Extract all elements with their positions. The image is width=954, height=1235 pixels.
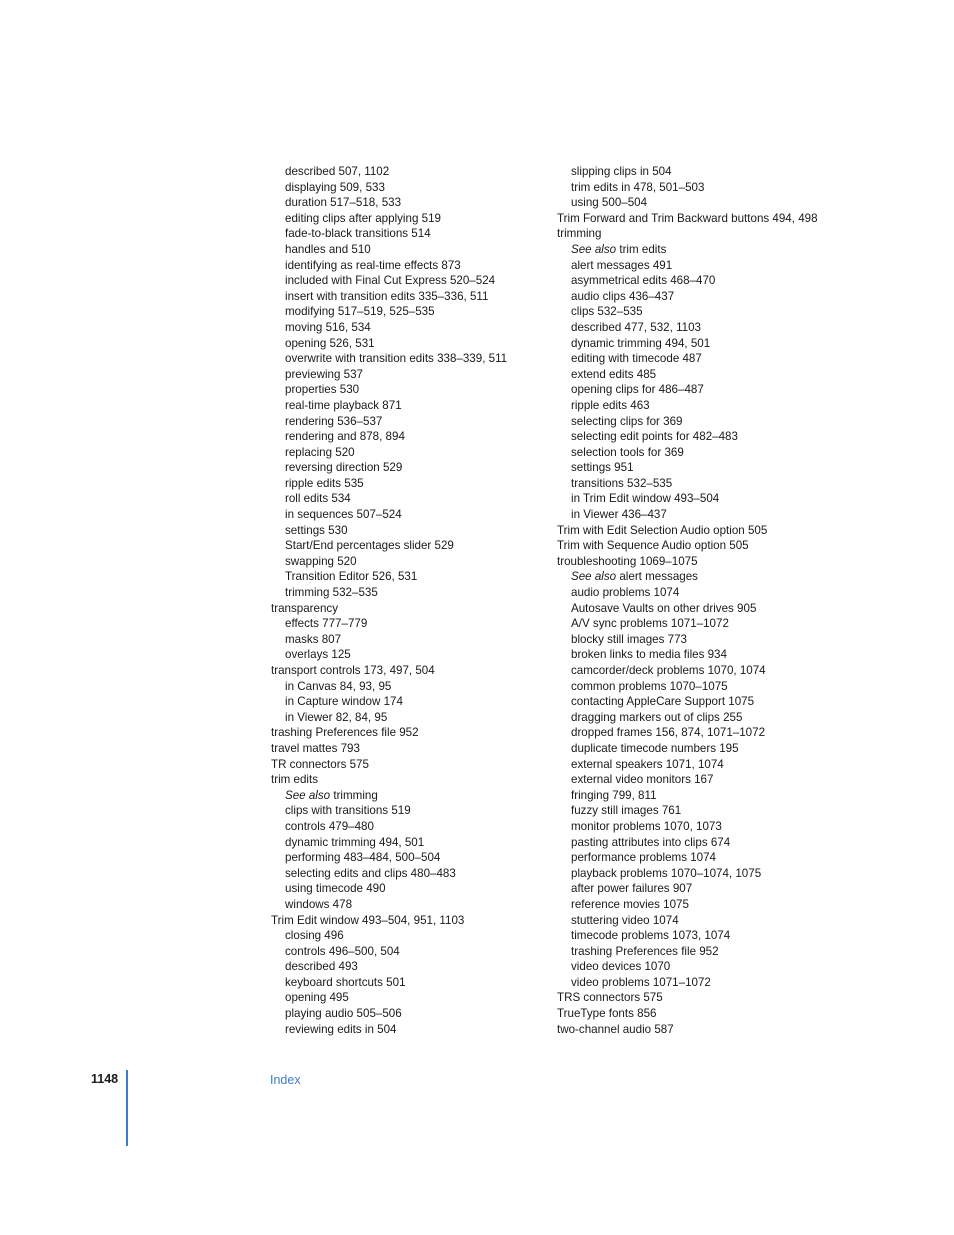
index-entry-text: dynamic trimming 494, 501 <box>571 336 711 350</box>
index-subentry <box>271 476 541 492</box>
index-subentry <box>271 881 541 897</box>
index-subentry <box>557 741 847 757</box>
index-entry-text: trashing Preferences file 952 <box>271 726 419 740</box>
index-entry <box>557 211 847 227</box>
index-subentry <box>271 928 541 944</box>
index-subentry <box>557 585 847 601</box>
index-entry-text: effects 777–779 <box>285 617 368 631</box>
index-entry-text: previewing 537 <box>285 367 363 381</box>
index-entry-text: fuzzy still images 761 <box>571 804 682 818</box>
index-subentry <box>557 601 847 617</box>
index-subentry <box>271 850 541 866</box>
index-entry-text: external video monitors 167 <box>571 773 714 787</box>
index-entry <box>557 523 847 539</box>
page-number: 1148 <box>91 1072 119 1086</box>
index-subentry <box>557 928 847 944</box>
index-subentry <box>271 258 541 274</box>
index-entry-text: rendering 536–537 <box>285 414 383 428</box>
index-entry-text: A/V sync problems 1071–1072 <box>571 617 729 631</box>
index-entry-text: overlays 125 <box>285 648 351 662</box>
index-subentry <box>557 429 847 445</box>
see-also-label: See also <box>571 570 617 584</box>
index-subentry <box>557 460 847 476</box>
index-subentry <box>271 491 541 507</box>
index-entry-text: reviewing edits in 504 <box>285 1022 397 1036</box>
index-subentry <box>557 647 847 663</box>
see-also-label: See also <box>571 242 617 256</box>
index-subentry <box>557 336 847 352</box>
index-entry <box>557 1006 847 1022</box>
index-subentry <box>271 975 541 991</box>
index-entry <box>557 1022 847 1038</box>
index-subentry <box>557 835 847 851</box>
index-subentry <box>557 414 847 430</box>
index-entry-text: described 507, 1102 <box>285 165 390 178</box>
index-subentry <box>271 211 541 227</box>
index-entry-text: trimming 532–535 <box>285 586 378 600</box>
index-subentry <box>271 1006 541 1022</box>
section-title-link[interactable]: Index <box>270 1073 301 1087</box>
index-subentry <box>557 258 847 274</box>
index-entry-text: swapping 520 <box>285 554 357 568</box>
index-entry-text: Trim Forward and Trim Backward buttons 494, 498 <box>557 211 818 225</box>
index-entry-text: editing clips after applying 519 <box>285 211 441 225</box>
index-entry-text: two-channel audio 587 <box>557 1022 674 1036</box>
index-entry-text: trashing Preferences file 952 <box>571 944 719 958</box>
index-entry-text: selection tools for 369 <box>571 445 684 459</box>
index-entry-text: Trim with Edit Selection Audio option 505 <box>557 523 768 537</box>
index-entry-text: moving 516, 534 <box>285 320 371 334</box>
index-entry-text: common problems 1070–1075 <box>571 679 728 693</box>
index-subentry <box>557 273 847 289</box>
index-subentry <box>271 226 541 242</box>
index-subentry <box>271 616 541 632</box>
index-entry-text: real-time playback 871 <box>285 398 402 412</box>
index-entry-text: Autosave Vaults on other drives 905 <box>571 601 757 615</box>
index-entry-text: alert messages 491 <box>571 258 673 272</box>
index-entry-text: in Trim Edit window 493–504 <box>571 492 720 506</box>
index-entry <box>557 538 847 554</box>
index-subentry <box>557 180 847 196</box>
index-entry-text: editing with timecode 487 <box>571 352 702 366</box>
index-subentry <box>557 507 847 523</box>
index-entry-text: opening clips for 486–487 <box>571 383 704 397</box>
index-entry-text: TRS connectors 575 <box>557 991 663 1005</box>
index-subentry <box>557 850 847 866</box>
index-entry-text: transitions 532–535 <box>571 476 673 490</box>
index-entry-text: trimming <box>330 788 378 802</box>
index-subentry <box>271 273 541 289</box>
index-subentry <box>557 788 847 804</box>
index-subentry <box>271 647 541 663</box>
index-subentry <box>271 367 541 383</box>
index-subentry <box>557 725 847 741</box>
index-subentry <box>557 569 847 585</box>
index-subentry <box>271 351 541 367</box>
index-subentry <box>271 195 541 211</box>
index-entry-text: controls 479–480 <box>285 819 374 833</box>
index-entry-text: closing 496 <box>285 929 344 943</box>
index-entry-text: dropped frames 156, 874, 1071–1072 <box>571 726 766 740</box>
index-column-left <box>271 164 541 1037</box>
index-entry-text: selecting edit points for 482–483 <box>571 430 738 444</box>
index-subentry <box>271 414 541 430</box>
index-entry-text: video problems 1071–1072 <box>571 975 711 989</box>
index-subentry <box>271 507 541 523</box>
index-entry-text: in sequences 507–524 <box>285 508 402 522</box>
index-entry-text: stuttering video 1074 <box>571 913 679 927</box>
index-entry-text: settings 951 <box>571 461 634 475</box>
index-subentry <box>557 289 847 305</box>
index-entry-text: Trim with Sequence Audio option 505 <box>557 539 749 553</box>
index-subentry <box>557 913 847 929</box>
see-also-label: See also <box>285 788 331 802</box>
index-entry-text: handles and 510 <box>285 242 371 256</box>
index-entry-text: troubleshooting 1069–1075 <box>557 554 698 568</box>
index-entry-text: performing 483–484, 500–504 <box>285 851 441 865</box>
index-subentry <box>557 772 847 788</box>
index-subentry <box>271 523 541 539</box>
index-subentry <box>557 694 847 710</box>
index-entry-text: transport controls 173, 497, 504 <box>271 664 435 677</box>
index-entry-text: selecting edits and clips 480–483 <box>285 866 456 880</box>
index-entry <box>271 913 541 929</box>
index-entry-text: asymmetrical edits 468–470 <box>571 274 716 288</box>
index-subentry <box>271 569 541 585</box>
index-entry-text: insert with transition edits 335–336, 511 <box>285 289 489 303</box>
index-entry-text: described 493 <box>285 960 358 974</box>
index-entry-text: keyboard shortcuts 501 <box>285 975 406 989</box>
index-entry-text: after power failures 907 <box>571 882 693 896</box>
index-entry-text: contacting AppleCare Support 1075 <box>571 695 755 709</box>
index-subentry <box>557 616 847 632</box>
index-subentry <box>271 445 541 461</box>
index-entry-text: opening 495 <box>285 991 349 1005</box>
index-entry-text: audio clips 436–437 <box>571 289 675 303</box>
index-entry-text: selecting clips for 369 <box>571 414 683 428</box>
index-entry-text: blocky still images 773 <box>571 632 687 646</box>
index-entry-text: TrueType fonts 856 <box>557 1007 657 1021</box>
index-subentry <box>557 803 847 819</box>
index-entry-text: trim edits in 478, 501–503 <box>571 180 705 194</box>
index-subentry <box>271 585 541 601</box>
index-subentry <box>557 320 847 336</box>
index-subentry <box>557 164 847 180</box>
index-entry-text: controls 496–500, 504 <box>285 944 400 958</box>
index-subentry <box>271 336 541 352</box>
index-entry-text: trimming <box>557 227 602 241</box>
index-entry-text: modifying 517–519, 525–535 <box>285 305 435 319</box>
index-subentry <box>557 959 847 975</box>
index-subentry <box>271 382 541 398</box>
index-entry-text: travel mattes 793 <box>271 741 360 755</box>
index-entry-text: performance problems 1074 <box>571 851 717 865</box>
index-entry-text: broken links to media files 934 <box>571 648 727 662</box>
index-entry-text: identifying as real-time effects 873 <box>285 258 461 272</box>
index-subentry <box>557 632 847 648</box>
index-subentry <box>271 819 541 835</box>
index-entry-text: video devices 1070 <box>571 960 671 974</box>
index-entry-text: rendering and 878, 894 <box>285 430 405 444</box>
index-entry-text: monitor problems 1070, 1073 <box>571 819 722 833</box>
index-subentry <box>557 398 847 414</box>
index-subentry <box>557 367 847 383</box>
index-subentry <box>271 835 541 851</box>
index-entry-text: transparency <box>271 601 339 615</box>
index-subentry <box>557 445 847 461</box>
index-entry <box>271 663 541 679</box>
index-subentry <box>557 710 847 726</box>
index-subentry <box>271 803 541 819</box>
index-entry-text: dragging markers out of clips 255 <box>571 710 743 724</box>
index-entry-text: included with Final Cut Express 520–524 <box>285 274 496 288</box>
index-subentry <box>557 242 847 258</box>
index-entry-text: slipping clips in 504 <box>571 165 672 178</box>
index-subentry <box>271 180 541 196</box>
index-entry-text: Start/End percentages slider 529 <box>285 539 454 553</box>
index-entry-text: playing audio 505–506 <box>285 1007 402 1021</box>
index-entry-text: using timecode 490 <box>285 882 386 896</box>
index-subentry <box>557 819 847 835</box>
index-entry-text: trim edits <box>616 242 667 256</box>
index-entry-text: camcorder/deck problems 1070, 1074 <box>571 664 766 677</box>
index-entry-text: ripple edits 463 <box>571 398 650 412</box>
index-entry-text: in Capture window 174 <box>285 695 403 709</box>
index-subentry <box>557 897 847 913</box>
index-entry-text: timecode problems 1073, 1074 <box>571 929 731 943</box>
index-subentry <box>557 351 847 367</box>
index-subentry <box>271 289 541 305</box>
index-subentry <box>271 242 541 258</box>
index-entry <box>271 741 541 757</box>
index-subentry <box>557 866 847 882</box>
index-entry-text: fade-to-black transitions 514 <box>285 227 431 241</box>
index-entry <box>271 772 541 788</box>
index-entry-text: opening 526, 531 <box>285 336 375 350</box>
index-subentry <box>271 679 541 695</box>
index-entry-text: audio problems 1074 <box>571 586 680 600</box>
index-entry-text: pasting attributes into clips 674 <box>571 835 731 849</box>
index-subentry <box>271 710 541 726</box>
index-subentry <box>557 944 847 960</box>
index-subentry <box>557 382 847 398</box>
index-entry-text: dynamic trimming 494, 501 <box>285 835 425 849</box>
index-entry <box>557 554 847 570</box>
index-entry-text: reference movies 1075 <box>571 897 689 911</box>
index-entry-text: windows 478 <box>285 897 353 911</box>
index-subentry <box>271 538 541 554</box>
index-entry-text: duplicate timecode numbers 195 <box>571 741 739 755</box>
index-entry <box>271 725 541 741</box>
index-subentry <box>271 788 541 804</box>
index-entry-text: reversing direction 529 <box>285 461 403 475</box>
index-entry-text: alert messages <box>616 570 698 584</box>
index-entry-text: Trim Edit window 493–504, 951, 1103 <box>271 913 465 927</box>
index-subentry <box>557 476 847 492</box>
index-entry-text: displaying 509, 533 <box>285 180 385 194</box>
index-entry-text: clips with transitions 519 <box>285 804 411 818</box>
index-subentry <box>557 975 847 991</box>
index-subentry <box>271 164 541 180</box>
index-subentry <box>557 304 847 320</box>
index-subentry <box>271 320 541 336</box>
index-subentry <box>557 195 847 211</box>
index-subentry <box>557 679 847 695</box>
footer-rule <box>126 1070 128 1146</box>
index-subentry <box>271 429 541 445</box>
index-entry-text: trim edits <box>271 773 319 787</box>
index-entry-text: Transition Editor 526, 531 <box>285 570 418 584</box>
index-entry <box>271 757 541 773</box>
index-subentry <box>271 398 541 414</box>
index-entry-text: overwrite with transition edits 338–339, 511 <box>285 352 508 366</box>
index-subentry <box>271 694 541 710</box>
index-subentry <box>557 663 847 679</box>
index-entry-text: extend edits 485 <box>571 367 657 381</box>
index-subentry <box>271 460 541 476</box>
index-subentry <box>271 866 541 882</box>
index-subentry <box>271 554 541 570</box>
index-entry-text: in Viewer 82, 84, 95 <box>285 710 388 724</box>
index-entry-text: described 477, 532, 1103 <box>571 320 701 334</box>
index-entry <box>271 601 541 617</box>
index-entry <box>557 990 847 1006</box>
index-entry-text: roll edits 534 <box>285 492 351 506</box>
index-subentry <box>557 491 847 507</box>
index-subentry <box>271 959 541 975</box>
index-subentry <box>271 897 541 913</box>
index-column-right <box>557 164 847 1037</box>
index-subentry <box>271 304 541 320</box>
index-entry <box>557 226 847 242</box>
index-entry-text: masks 807 <box>285 632 342 646</box>
index-entry-text: replacing 520 <box>285 445 355 459</box>
index-entry-text: duration 517–518, 533 <box>285 196 402 210</box>
index-subentry <box>271 944 541 960</box>
index-entry-text: clips 532–535 <box>571 305 643 319</box>
index-subentry <box>271 632 541 648</box>
index-subentry <box>557 881 847 897</box>
index-entry-text: TR connectors 575 <box>271 757 369 771</box>
index-entry-text: in Viewer 436–437 <box>571 508 667 522</box>
index-entry-text: settings 530 <box>285 523 348 537</box>
index-entry-text: external speakers 1071, 1074 <box>571 757 724 771</box>
index-entry-text: properties 530 <box>285 383 360 397</box>
index-subentry <box>557 757 847 773</box>
index-entry-text: using 500–504 <box>571 196 648 210</box>
index-entry-text: ripple edits 535 <box>285 476 364 490</box>
index-entry-text: playback problems 1070–1074, 1075 <box>571 866 762 880</box>
index-entry-text: fringing 799, 811 <box>571 788 657 802</box>
index-entry-text: in Canvas 84, 93, 95 <box>285 679 392 693</box>
index-subentry <box>271 1022 541 1038</box>
index-subentry <box>271 990 541 1006</box>
